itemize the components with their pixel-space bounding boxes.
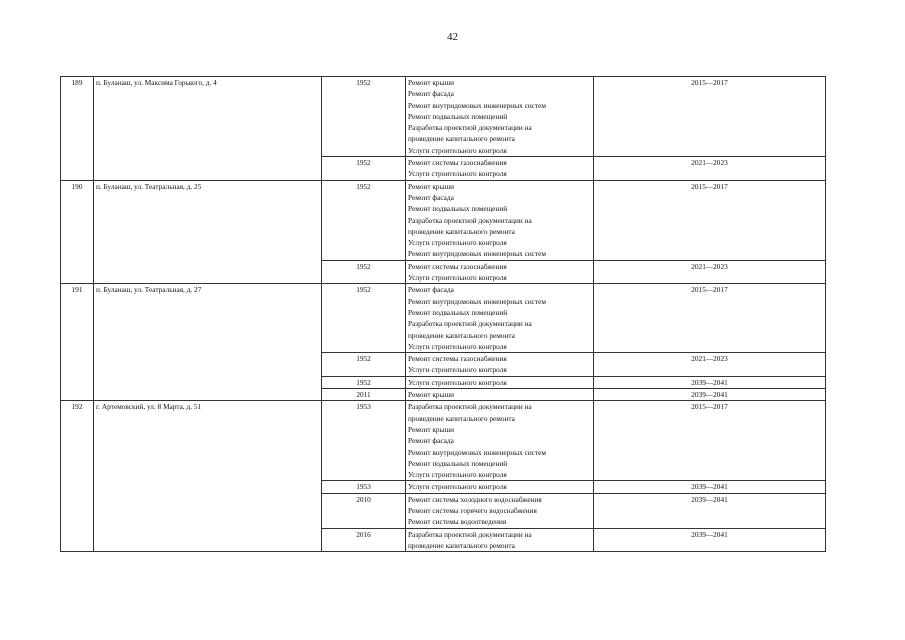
planned-period: 2021—2023 <box>594 353 826 377</box>
planned-period: 2015—2017 <box>594 284 826 353</box>
construction-year: 1953 <box>322 481 406 493</box>
work-item: Услуги строительного контроля <box>408 470 507 480</box>
row-number: 192 <box>61 401 94 552</box>
works-list <box>406 401 594 481</box>
planned-period: 2015—2017 <box>594 401 826 481</box>
work-item: Ремонт фасада <box>408 436 454 446</box>
work-item: Ремонт подвальных помещений <box>408 111 508 121</box>
work-item: Ремонт внутридомовых инженерных систем <box>408 296 547 306</box>
row-number: 191 <box>61 284 94 401</box>
table-body <box>61 77 826 552</box>
work-item: Услуги строительного контроля <box>408 145 507 155</box>
planned-period: 2015—2017 <box>594 180 826 260</box>
work-item: Разработка проектной документации на <box>408 123 532 133</box>
building-address: п. Буланаш, ул. Театральная, д. 27 <box>94 284 322 401</box>
building-address: п. Буланаш, ул. Максима Горького, д. 4 <box>94 77 322 181</box>
building-address: г. Артемовский, ул. 8 Марта, д. 51 <box>94 401 322 552</box>
planned-period: 2039—2041 <box>594 389 826 401</box>
planned-period: 2039—2041 <box>594 376 826 388</box>
work-item: Ремонт крыши <box>408 390 455 400</box>
work-item: Услуги строительного контроля <box>408 341 507 351</box>
work-item: Ремонт внутридомовых инженерных систем <box>408 249 547 259</box>
work-item: Разработка проектной документации на <box>408 402 532 412</box>
works-list <box>406 389 594 401</box>
work-item: Разработка проектной документации на <box>408 319 532 329</box>
construction-year: 1952 <box>322 260 406 284</box>
planned-period: 2015—2017 <box>594 77 826 157</box>
work-item: Ремонт крыши <box>408 181 455 191</box>
table-row <box>61 180 826 260</box>
work-item: Услуги строительного контроля <box>408 169 507 179</box>
works-list <box>406 353 594 377</box>
table-row <box>61 401 826 481</box>
planned-period: 2021—2023 <box>594 157 826 181</box>
work-item: Услуги строительного контроля <box>408 482 507 492</box>
work-item: проведение капитального ремонта <box>408 134 515 144</box>
work-item: Ремонт подвальных помещений <box>408 204 508 214</box>
works-list <box>406 528 594 552</box>
work-item: Ремонт фасада <box>408 285 454 295</box>
work-item: проведение капитального ремонта <box>408 413 515 423</box>
construction-year: 2011 <box>322 389 406 401</box>
row-number: 190 <box>61 180 94 284</box>
work-item: проведение капитального ремонта <box>408 330 515 340</box>
building-address: п. Буланаш, ул. Театральная, д. 25 <box>94 180 322 284</box>
construction-year: 2010 <box>322 493 406 528</box>
construction-year: 1952 <box>322 157 406 181</box>
construction-year: 1952 <box>322 376 406 388</box>
table-row <box>61 77 826 157</box>
page-number: 42 <box>447 31 458 43</box>
work-item: Разработка проектной документации на <box>408 529 532 539</box>
work-item: Ремонт подвальных помещений <box>408 307 508 317</box>
work-item: Услуги строительного контроля <box>408 273 507 283</box>
work-item: проведение капитального ремонта <box>408 226 515 236</box>
work-item: Ремонт системы горячего водоснабжения <box>408 505 537 515</box>
planned-period: 2021—2023 <box>594 260 826 284</box>
work-item: Ремонт системы водоотведения <box>408 517 507 527</box>
work-item: Ремонт крыши <box>408 424 455 434</box>
construction-year: 1952 <box>322 180 406 260</box>
planned-period: 2039—2041 <box>594 493 826 528</box>
work-item: проведение капитального ремонта <box>408 540 515 550</box>
work-item: Ремонт системы холодного водоснабжения <box>408 494 542 504</box>
works-list <box>406 481 594 493</box>
row-number: 189 <box>61 77 94 181</box>
construction-year: 1952 <box>322 77 406 157</box>
works-list <box>406 180 594 260</box>
construction-year: 1952 <box>322 353 406 377</box>
work-item: Услуги строительного контроля <box>408 238 507 248</box>
repair-schedule-table <box>60 76 826 552</box>
work-item: Ремонт крыши <box>408 78 455 87</box>
work-item: Ремонт системы газоснабжения <box>408 354 507 364</box>
work-item: Ремонт системы газоснабжения <box>408 261 507 271</box>
work-item: Ремонт внутридомовых инженерных систем <box>408 447 547 457</box>
works-list <box>406 157 594 181</box>
planned-period: 2039—2041 <box>594 481 826 493</box>
work-item: Услуги строительного контроля <box>408 377 507 387</box>
work-item: Ремонт подвальных помещений <box>408 458 508 468</box>
works-list <box>406 493 594 528</box>
work-item: Ремонт внутридомовых инженерных систем <box>408 100 547 110</box>
work-item: Услуги строительного контроля <box>408 365 507 375</box>
work-item: Ремонт фасада <box>408 192 454 202</box>
construction-year: 2016 <box>322 528 406 552</box>
work-item: Ремонт системы газоснабжения <box>408 158 507 168</box>
construction-year: 1953 <box>322 401 406 481</box>
works-list <box>406 77 594 157</box>
works-list <box>406 260 594 284</box>
planned-period: 2039—2041 <box>594 528 826 552</box>
table-row <box>61 284 826 353</box>
construction-year: 1952 <box>322 284 406 353</box>
works-list <box>406 284 594 353</box>
work-item: Ремонт фасада <box>408 89 454 99</box>
works-list <box>406 376 594 388</box>
work-item: Разработка проектной документации на <box>408 215 532 225</box>
